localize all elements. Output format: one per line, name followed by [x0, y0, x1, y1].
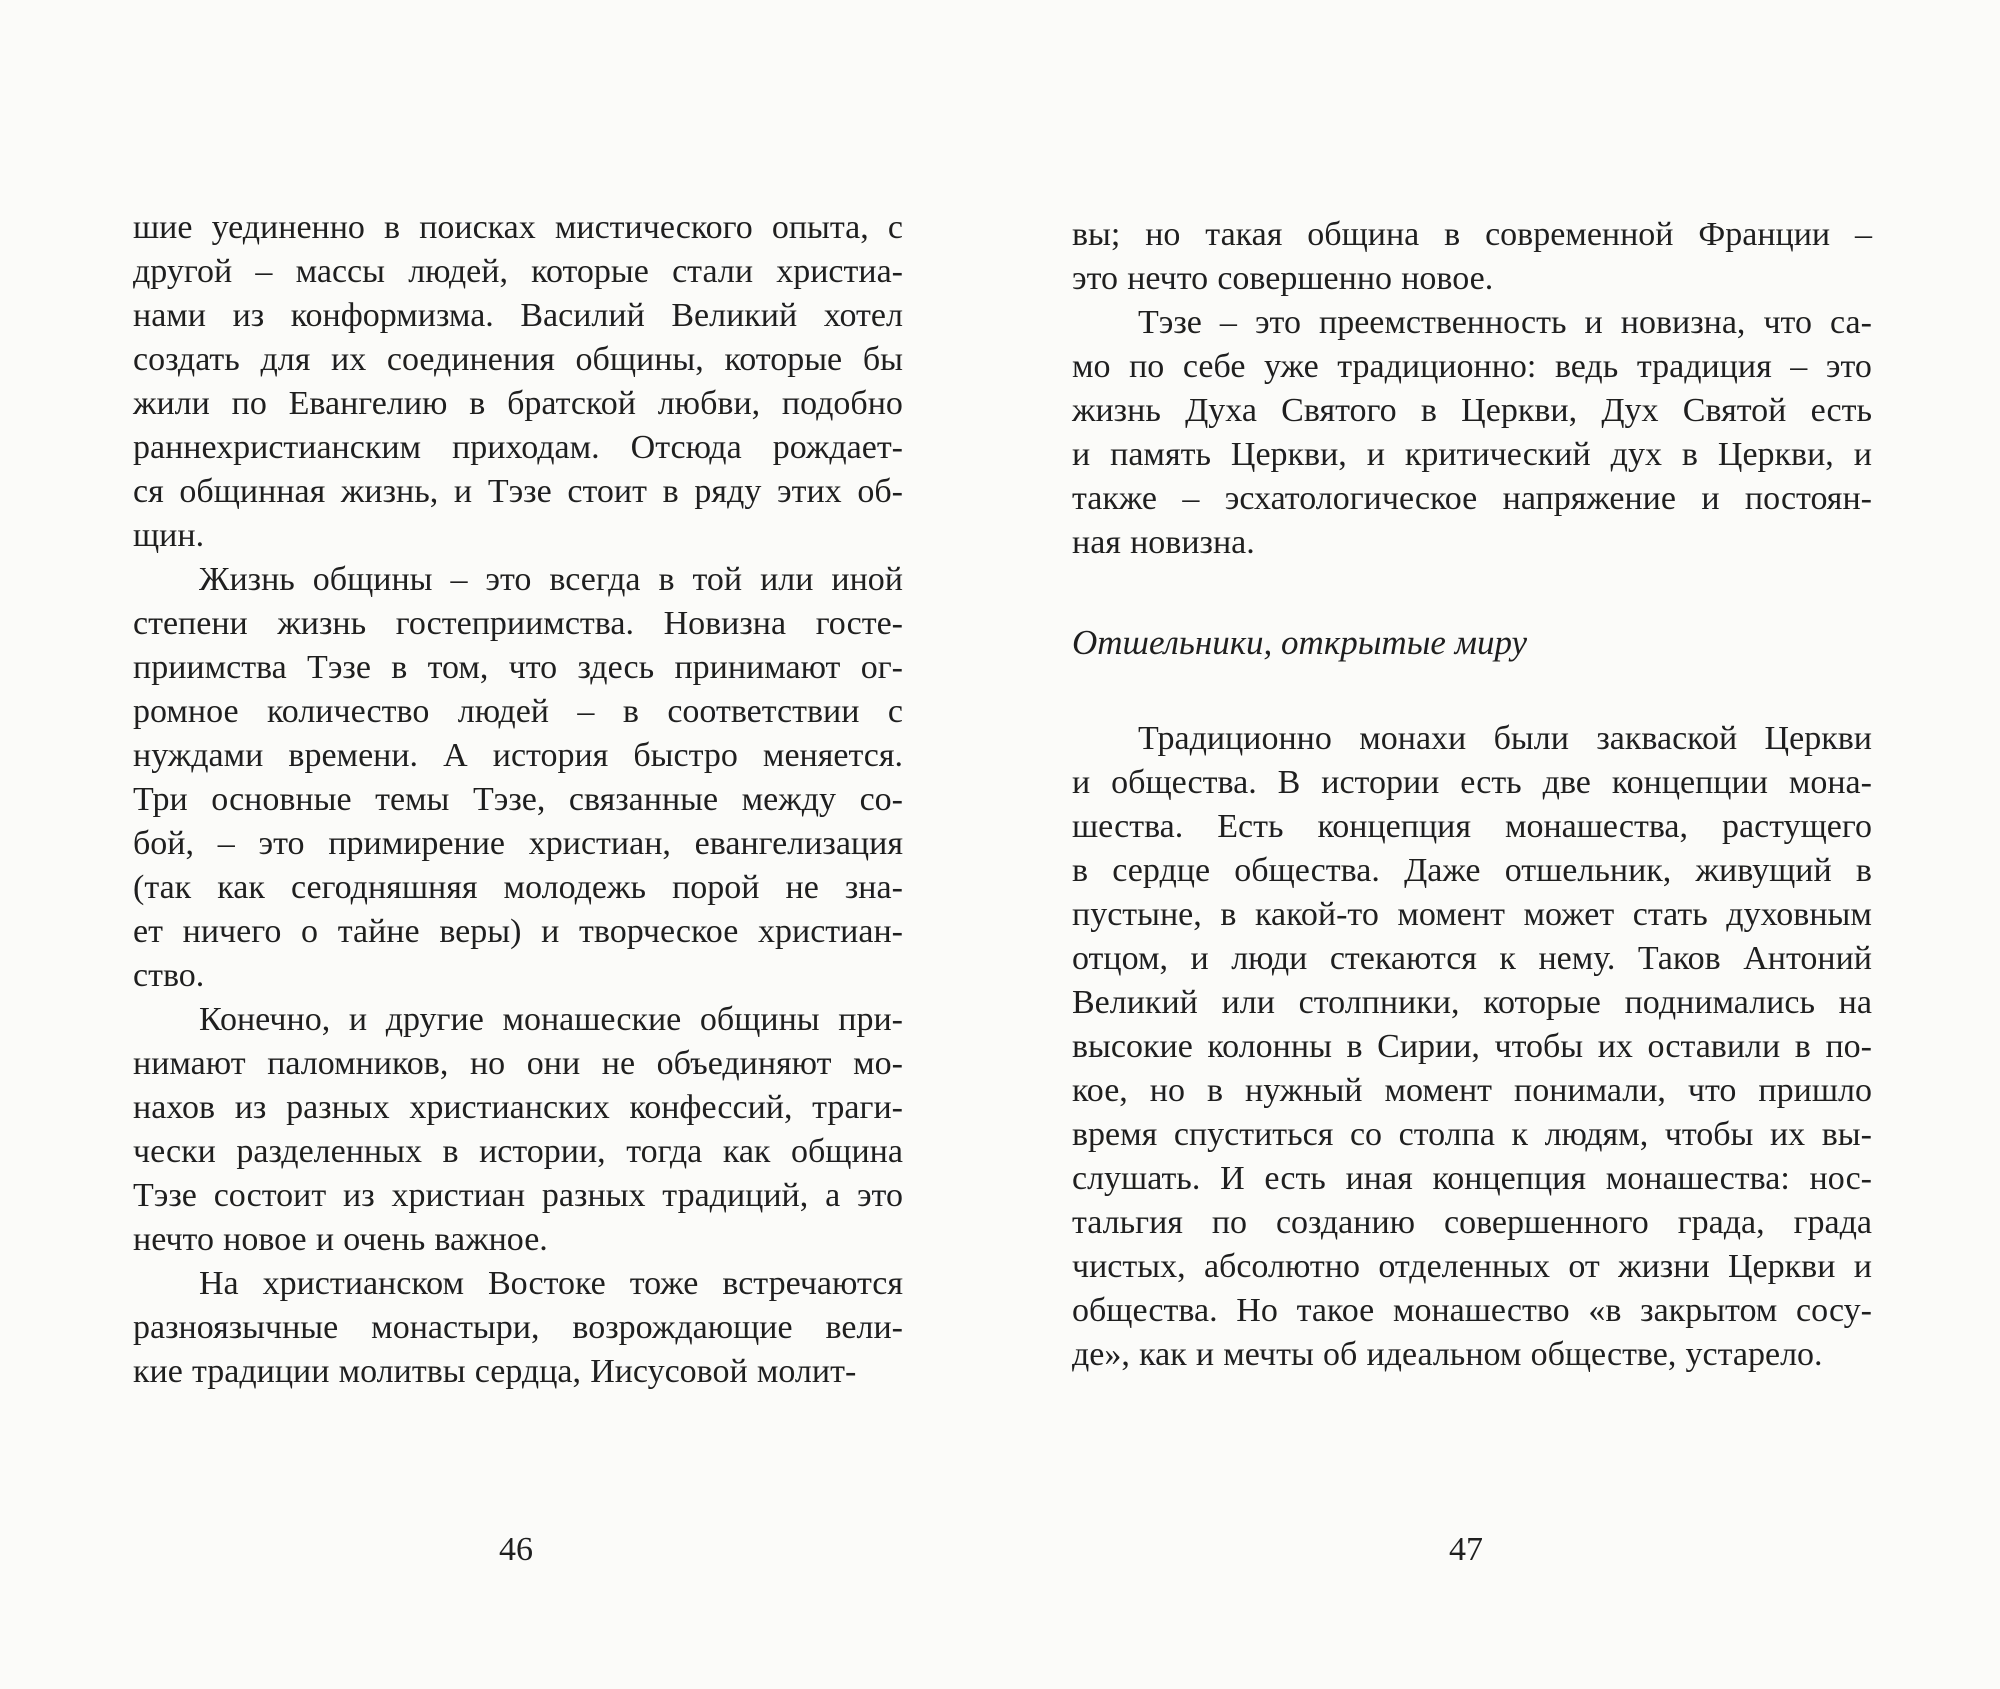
text-line: ет ничего о тайне веры) и творческое христиан-: [133, 913, 903, 950]
paragraph: [1072, 213, 1872, 301]
text-line: кое, но в нужный момент понимали, что пришло: [1072, 1072, 1872, 1109]
text-line: создать для их соединения общины, которые бы: [133, 341, 903, 378]
text-line: степени жизнь гостеприимства. Новизна госте-: [133, 605, 903, 642]
text-line: ная новизна.: [1072, 524, 1255, 561]
text-line: нами из конформизма. Василий Великий хотел: [133, 297, 903, 334]
paragraph: [1072, 717, 1872, 1377]
text-line: в сердце общества. Даже отшельник, живущий в: [1072, 852, 1872, 889]
text-line: ство.: [133, 957, 205, 994]
text-line: жизнь Духа Святого в Церкви, Дух Святой есть: [1072, 392, 1872, 429]
text-line: Тэзе – это преемственность и новизна, что са-: [1138, 304, 1872, 341]
text-line: жили по Евангелию в братской любви, подобно: [133, 385, 903, 422]
text-line: Три основные темы Тэзе, связанные между со-: [133, 781, 903, 818]
text-line: Традиционно монахи были закваской Церкви: [1138, 720, 1872, 757]
text-line: Великий или столпники, которые поднимались на: [1072, 984, 1872, 1021]
text-line: де», как и мечты об идеальном обществе, устарело.: [1072, 1336, 1823, 1373]
paragraph: [133, 998, 903, 1262]
text-line: Конечно, и другие монашеские общины при-: [199, 1001, 903, 1038]
paragraph: [133, 558, 903, 998]
text-line: также – эсхатологическое напряжение и постоян-: [1072, 480, 1872, 517]
text-line: шие уединенно в поисках мистического опыта, с: [133, 209, 903, 246]
text-line: слушать. И есть иная концепция монашества: нос-: [1072, 1160, 1872, 1197]
text-line: время спуститься со столпа к людям, чтобы их вы-: [1072, 1116, 1872, 1153]
text-line: высокие колонны в Сирии, чтобы их оставили в по-: [1072, 1028, 1872, 1065]
text-line: Жизнь общины – это всегда в той или иной: [199, 561, 903, 598]
text-line: бой, – это примирение христиан, евангелизация: [133, 825, 903, 862]
text-line: чески разделенных в истории, тогда как община: [133, 1133, 903, 1170]
text-line: другой – массы людей, которые стали христиа-: [133, 253, 903, 290]
text-line: пустыне, в какой-то момент может стать духовным: [1072, 896, 1872, 933]
text-line: чистых, абсолютно отделенных от жизни Церкви и: [1072, 1248, 1872, 1285]
paragraph: [133, 1262, 903, 1394]
text-line: разноязычные монастыри, возрождающие вели-: [133, 1309, 903, 1346]
text-line: и общества. В истории есть две концепции мона-: [1072, 764, 1872, 801]
text-line: нимают паломников, но они не объединяют мо-: [133, 1045, 903, 1082]
text-line: (так как сегодняшняя молодежь порой не зна-: [133, 869, 903, 906]
text-line: Тэзе состоит из христиан разных традиций, а это: [133, 1177, 903, 1214]
text-line: мо по себе уже традиционно: ведь традиция – это: [1072, 348, 1872, 385]
text-line: и память Церкви, и критический дух в Церкви, и: [1072, 436, 1872, 473]
text-line: общества. Но такое монашество «в закрытом сосу-: [1072, 1292, 1872, 1329]
text-line: вы; но такая община в современной Франции –: [1072, 216, 1872, 253]
paragraph: [1072, 301, 1872, 565]
right-page-paragraphs-after: [1072, 717, 1872, 1377]
text-line: раннехристианским приходам. Отсюда рождает-: [133, 429, 903, 466]
text-line: щин.: [133, 517, 205, 554]
text-line: отцом, и люди стекаются к нему. Таков Антоний: [1072, 940, 1872, 977]
text-line: кие традиции молитвы сердца, Иисусовой молит-: [133, 1353, 857, 1390]
text-line: ся общинная жизнь, и Тэзе стоит в ряду этих об-: [133, 473, 903, 510]
text-line: нуждами времени. А история быстро меняется.: [133, 737, 903, 774]
text-line: шества. Есть концепция монашества, растущего: [1072, 808, 1872, 845]
section-heading: Отшельники, открытые миру: [1072, 623, 1528, 662]
right-page-paragraphs-before: [1072, 213, 1872, 565]
text-line: нечто новое и очень важное.: [133, 1221, 548, 1258]
page-number-left: 46: [499, 1531, 533, 1568]
left-page-text: [133, 206, 903, 1394]
paragraph: [133, 206, 903, 558]
text-line: тальгия по созданию совершенного града, града: [1072, 1204, 1872, 1241]
text-line: нахов из разных христианских конфессий, траги-: [133, 1089, 903, 1126]
right-page: [1000, 0, 2000, 1689]
page-number-right: 47: [1449, 1531, 1483, 1568]
text-line: это нечто совершенно новое.: [1072, 260, 1494, 297]
text-line: ромное количество людей – в соответствии с: [133, 693, 903, 730]
text-line: На христианском Востоке тоже встречаются: [199, 1265, 903, 1302]
text-line: приимства Тэзе в том, что здесь принимают ог-: [133, 649, 903, 686]
right-page-text: [1072, 213, 1872, 1377]
